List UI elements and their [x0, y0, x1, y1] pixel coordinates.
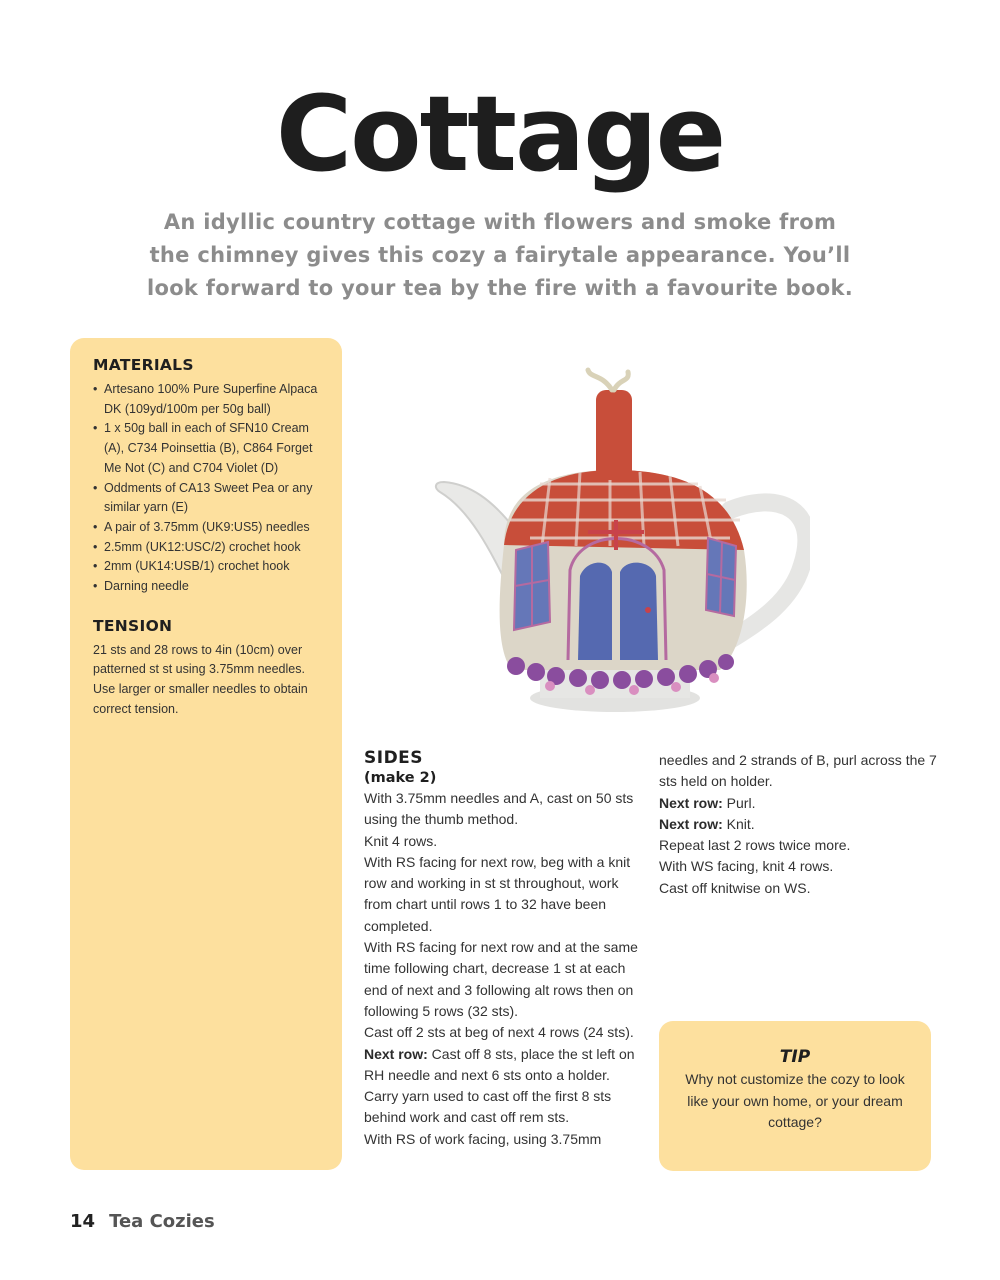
page-title: Cottage [275, 73, 725, 195]
materials-sidebar [70, 338, 342, 1170]
book-title: Tea Cozies [109, 1211, 215, 1232]
instruction-paragraph: Cast off knitwise on WS. [659, 879, 811, 896]
materials-item: • 2mm (UK14:USB/1) crochet hook [93, 557, 320, 577]
tip-box [659, 1021, 931, 1171]
instruction-paragraph: With RS of work facing, using 3.75mm [364, 1130, 602, 1147]
intro-text: An idyllic country cottage with flowers and smoke from the chimney gives this cozy a fairytale appearance. You’ll look forward to your tea by the fire with a favourite book. [146, 210, 854, 300]
cottage-tea-cozy-photo [430, 360, 810, 720]
instruction-paragraph: Knit 4 rows. [364, 832, 438, 849]
materials-heading: MATERIALS [93, 356, 194, 374]
instruction-paragraph: Next row: Cast off 8 sts, place the st left on RH needle and next 6 sts onto a holder. [364, 1045, 635, 1083]
sides-subheading: (make 2) [364, 770, 437, 786]
materials-item: • Oddments of CA13 Sweet Pea or any similar yarn (E) [93, 479, 320, 518]
instruction-paragraph: With RS facing for next row, beg with a knit row and working in st st throughout, work from chart until rows 1 to 32 have been completed. [364, 853, 631, 934]
page-footer [70, 1211, 215, 1232]
materials-item: • 1 x 50g ball in each of SFN10 Cream (A), C734 Poinsettia (B), C864 Forget Me Not (C) and C704 Violet (D) [93, 419, 320, 478]
tension-heading: TENSION [93, 616, 173, 635]
tip-text: Why not customize the cozy to look like your own home, or your dream cottage? [685, 1071, 905, 1130]
materials-list [93, 380, 320, 597]
materials-item: • 2.5mm (UK12:USC/2) crochet hook [93, 538, 320, 558]
instruction-paragraph: Next row: Knit. [659, 815, 755, 832]
instruction-paragraph: Carry yarn used to cast off the first 8 sts behind work and cast off rem sts. [364, 1088, 612, 1126]
instruction-paragraph: Repeat last 2 rows twice more. [659, 837, 851, 854]
materials-item: • Darning needle [93, 577, 320, 597]
instruction-paragraph: With RS facing for next row and at the same time following chart, decrease 1 st at each end of next and 3 following alt rows then on following 5 rows (32 sts). [364, 939, 638, 1019]
sides-heading: SIDES [364, 748, 424, 768]
tension-text: 21 sts and 28 rows to 4in (10cm) over patterned st st using 3.75mm needles. Use larger or smaller needles to obtain correct tension. [93, 642, 308, 716]
instruction-paragraph: Next row: Purl. [659, 794, 756, 811]
page-number: 14 [70, 1211, 96, 1232]
tip-title: TIP [779, 1047, 811, 1067]
instruction-paragraph: With 3.75mm needles and A, cast on 50 sts using the thumb method. [364, 790, 634, 828]
sides-column-2 [659, 750, 939, 899]
instruction-paragraph: Cast off 2 sts at beg of next 4 rows (24 sts). [364, 1024, 634, 1041]
materials-item: • Artesano 100% Pure Superfine Alpaca DK (109yd/100m per 50g ball) [93, 380, 320, 419]
instruction-paragraph: With WS facing, knit 4 rows. [659, 858, 834, 875]
materials-item: • A pair of 3.75mm (UK9:US5) needles [93, 518, 320, 538]
sides-column-1 [364, 748, 649, 1150]
instruction-paragraph: needles and 2 strands of B, purl across the 7 sts held on holder. [659, 752, 937, 790]
